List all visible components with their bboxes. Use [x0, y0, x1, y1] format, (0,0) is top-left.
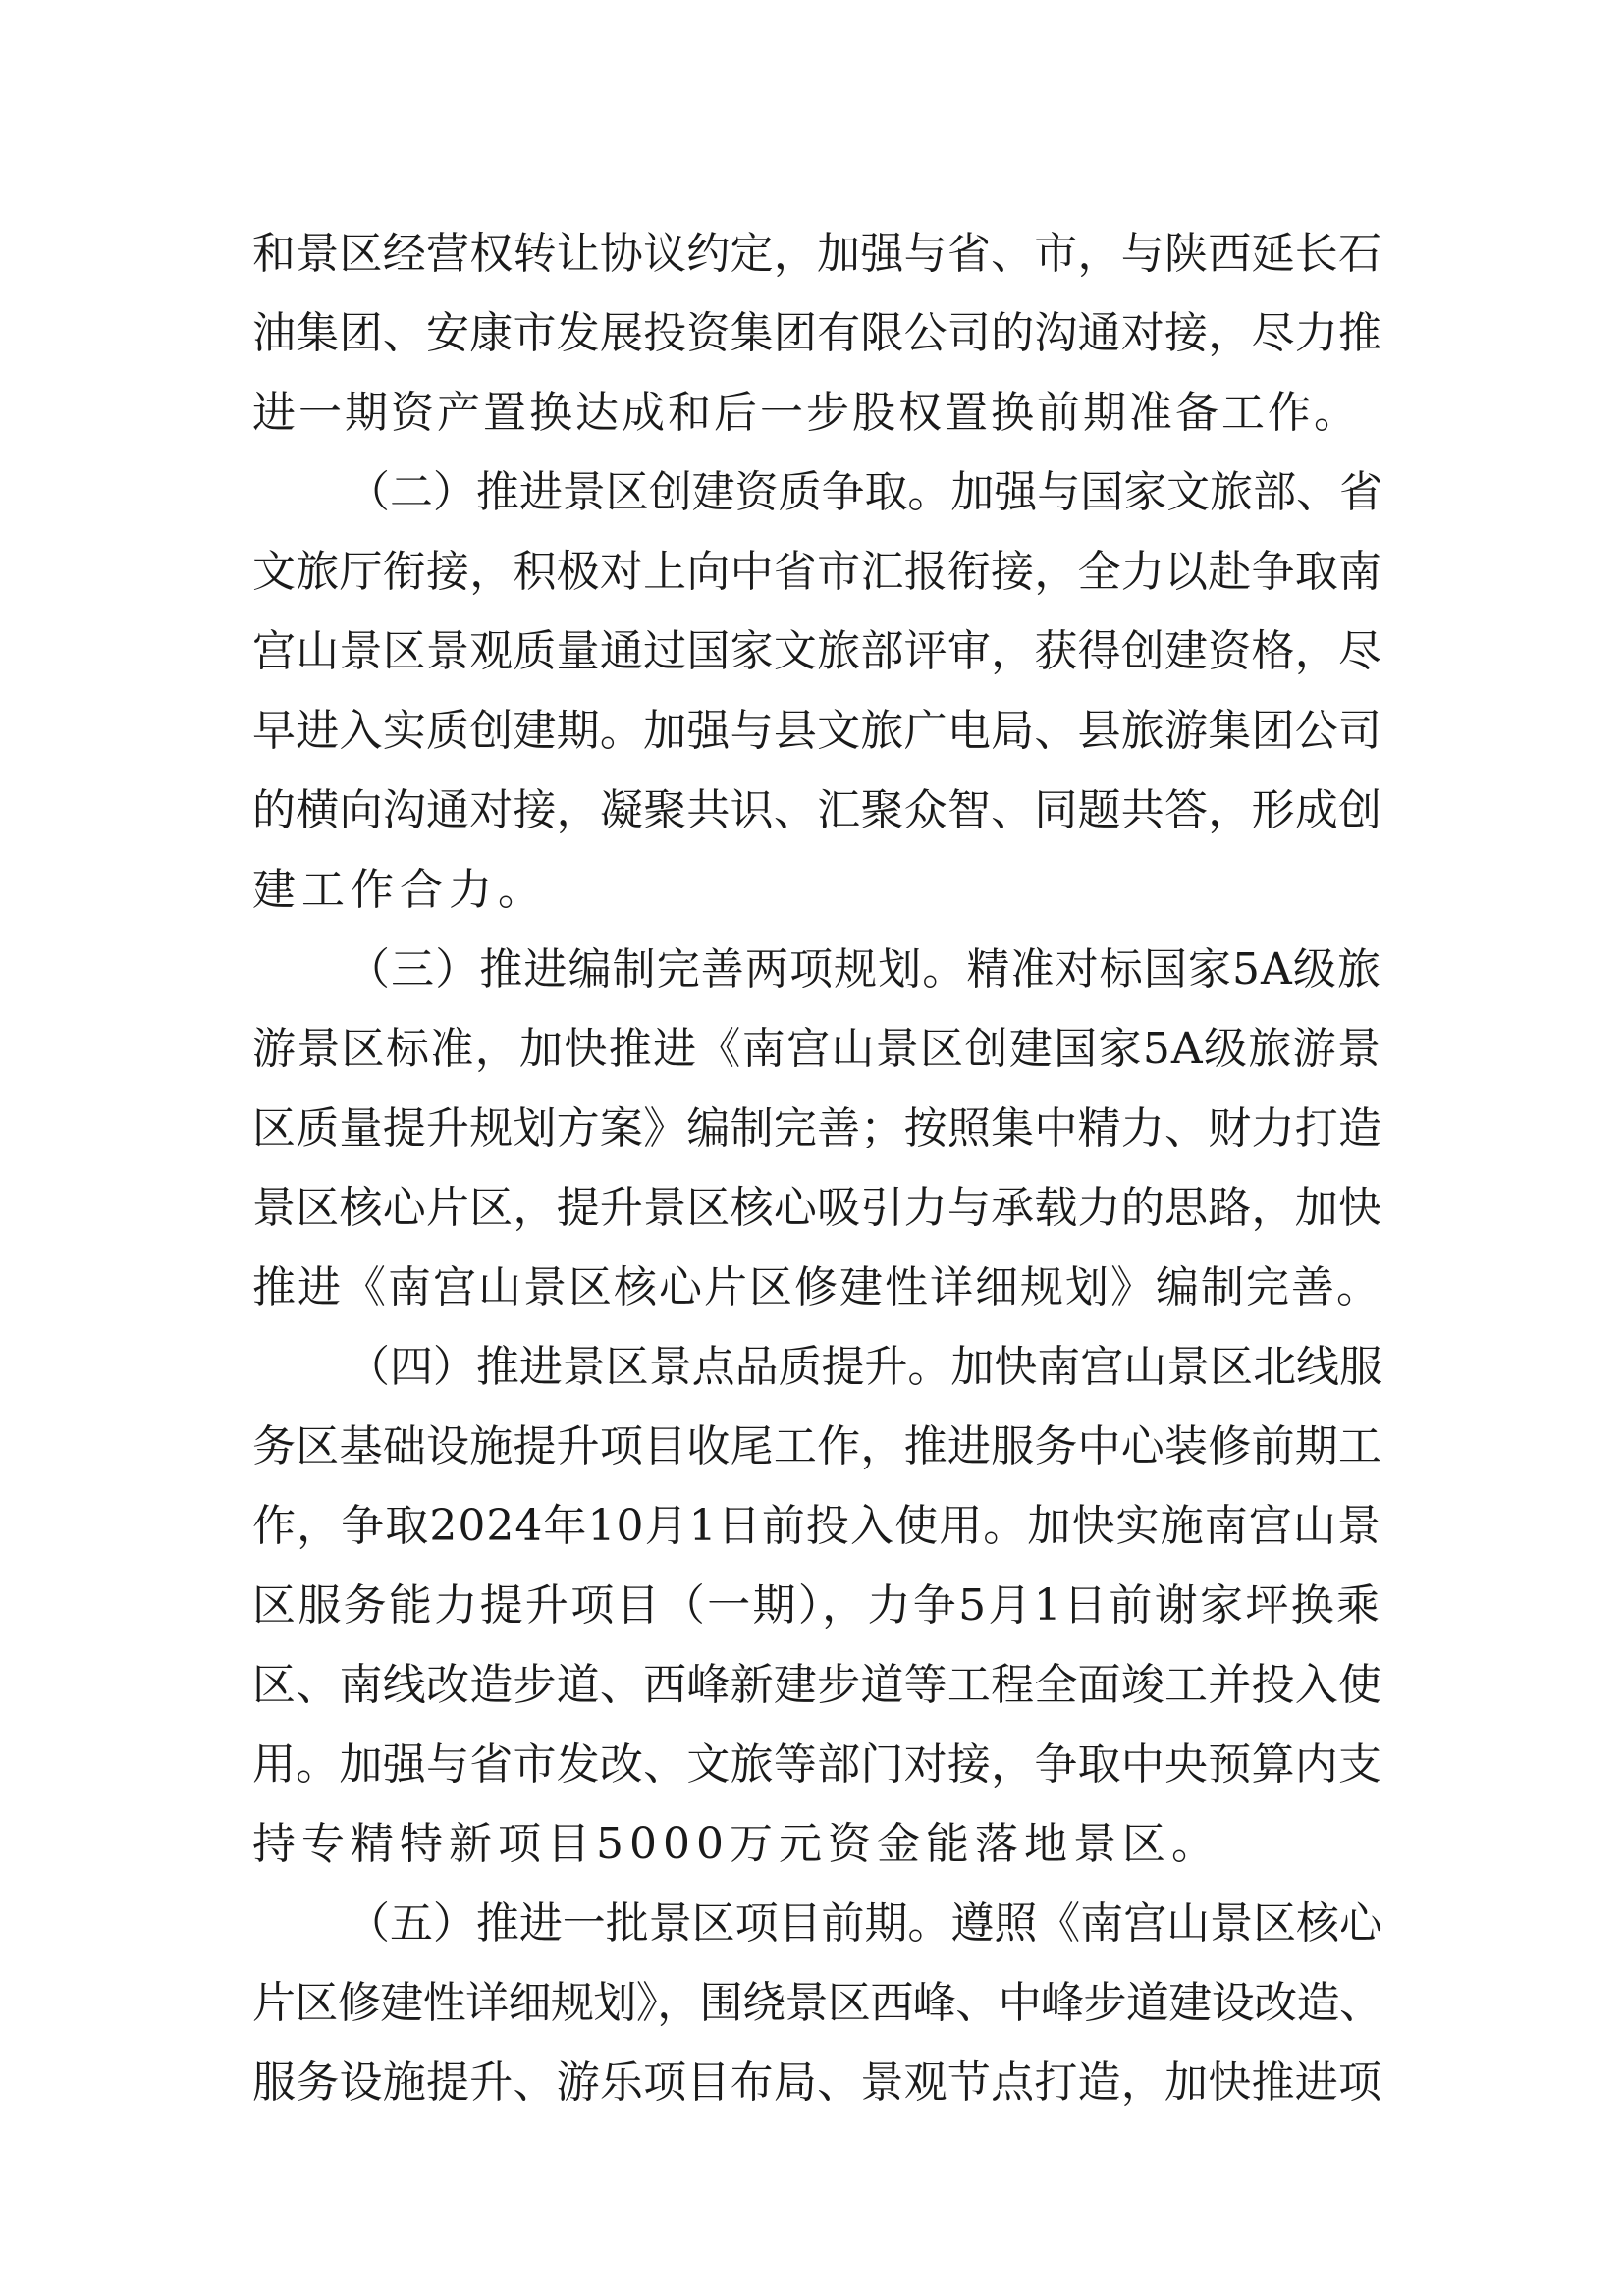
text-line: 宫山景区景观质量通过国家文旅部评审，获得创建资格，尽 — [252, 626, 1381, 676]
text-line: 片区修建性详细规划》，围绕景区西峰、中峰步道建设改造、 — [252, 1978, 1381, 2028]
text-line: 区服务能力提升项目（一期），力争5月1日前谢家坪换乘 — [252, 1580, 1381, 1630]
text-line: 文旅厅衔接，积极对上向中省市汇报衔接，全力以赴争取南 — [252, 547, 1381, 597]
section-4-heading-line: （四）推进景区景点品质提升。加快南宫山景区北线服 — [347, 1342, 1381, 1392]
text-line: 用。加强与省市发改、文旅等部门对接，争取中央预算内支 — [252, 1739, 1381, 1789]
text-line: 服务设施提升、游乐项目布局、景观节点打造，加快推进项 — [252, 2057, 1381, 2108]
text-line: 区质量提升规划方案》编制完善；按照集中精力、财力打造 — [252, 1103, 1381, 1153]
text-line: 和景区经营权转让协议约定，加强与省、市，与陕西延长石 — [252, 229, 1381, 279]
text-line: 作，争取2024年10月1日前投入使用。加快实施南宫山景 — [252, 1501, 1381, 1551]
section-2-heading-line: （二）推进景区创建资质争取。加强与国家文旅部、省 — [347, 467, 1381, 517]
body-text — [252, 214, 1381, 2122]
text-line: 推进《南宫山景区核心片区修建性详细规划》编制完善。 — [252, 1262, 1381, 1312]
text-line: 进一期资产置换达成和后一步股权置换前期准备工作。 — [252, 388, 1360, 438]
text-line: 游景区标准，加快推进《南宫山景区创建国家5A级旅游景 — [252, 1024, 1381, 1074]
text-line: 区、南线改造步道、西峰新建步道等工程全面竣工并投入使 — [252, 1660, 1381, 1710]
section-3-heading-line: （三）推进编制完善两项规划。精准对标国家5A级旅 — [347, 944, 1381, 994]
text-line: 景区核心片区，提升景区核心吸引力与承载力的思路，加快 — [252, 1183, 1381, 1233]
text-line: 建工作合力。 — [252, 865, 547, 915]
text-line: 务区基础设施提升项目收尾工作，推进服务中心装修前期工 — [252, 1421, 1381, 1471]
text-line: 早进入实质创建期。加强与县文旅广电局、县旅游集团公司 — [252, 706, 1381, 756]
text-line: 油集团、安康市发展投资集团有限公司的沟通对接，尽力推 — [252, 308, 1381, 358]
text-line: 持专精特新项目5000万元资金能落地景区。 — [252, 1819, 1220, 1869]
section-5-heading-line: （五）推进一批景区项目前期。遵照《南宫山景区核心 — [347, 1898, 1381, 1949]
text-line: 的横向沟通对接，凝聚共识、汇聚众智、同题共答，形成创 — [252, 785, 1381, 835]
